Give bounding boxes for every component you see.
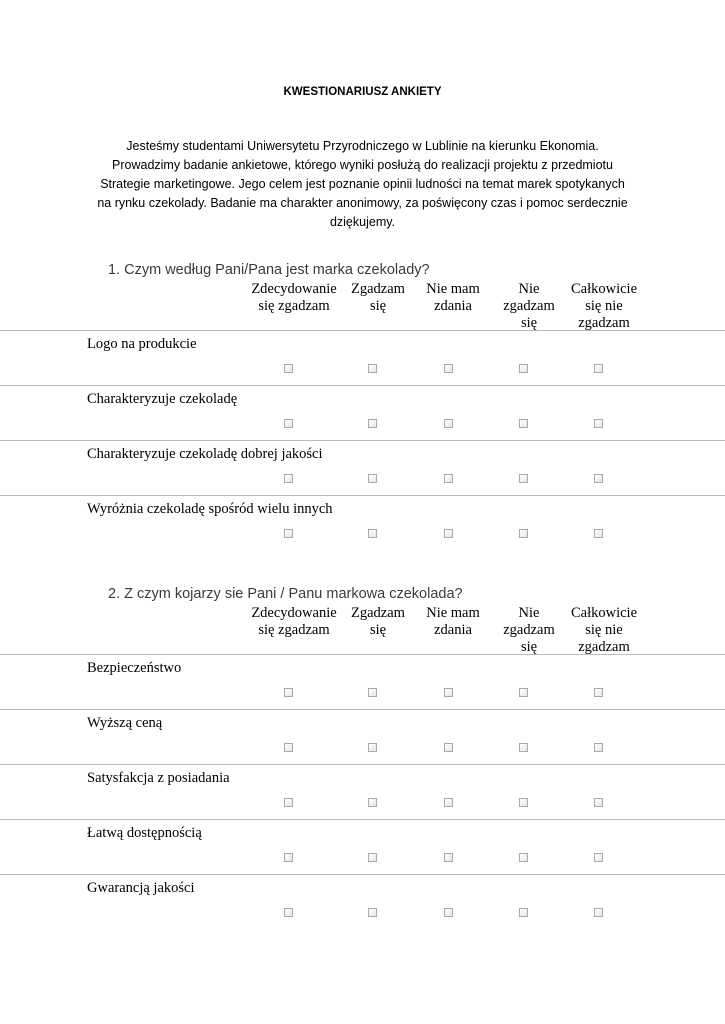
answer-row [0, 440, 725, 495]
scale-header-line: Zgadzam [351, 605, 405, 621]
answer-checkbox[interactable] [594, 474, 603, 483]
scale-header-line: Nie [518, 281, 540, 297]
intro-paragraph [80, 137, 645, 232]
answer-checkbox[interactable] [519, 419, 528, 428]
answer-checkbox[interactable] [519, 474, 528, 483]
row-label: Satysfakcja z posiadania [87, 770, 230, 786]
row-label: Łatwą dostępnością [87, 825, 202, 841]
answer-checkbox[interactable] [444, 743, 453, 752]
answer-checkbox[interactable] [444, 419, 453, 428]
scale-header-line: się [369, 298, 387, 314]
answer-checkbox[interactable] [444, 798, 453, 807]
answer-checkbox[interactable] [368, 529, 377, 538]
answer-checkbox[interactable] [368, 908, 377, 917]
scale-header-line: Całkowicie [570, 281, 638, 297]
answer-row [0, 385, 725, 440]
scale-header-line: się [520, 315, 538, 331]
scale-header-line: się nie [585, 622, 623, 638]
answer-checkbox[interactable] [594, 798, 603, 807]
scale-header-line: zgadzam [578, 639, 630, 655]
intro-line: Jesteśmy studentami Uniwersytetu Przyrodniczego w Lublinie na kierunku Ekonomia. [126, 139, 599, 153]
answer-checkbox[interactable] [594, 419, 603, 428]
row-label: Wyższą ceną [87, 715, 163, 731]
answer-checkbox[interactable] [368, 798, 377, 807]
scale-header-line: Nie mam [426, 605, 480, 621]
scale-header-line: się [369, 622, 387, 638]
answer-checkbox[interactable] [594, 688, 603, 697]
answer-row [0, 654, 725, 709]
scale-header-line: zgadzam [578, 315, 630, 331]
answer-checkbox[interactable] [444, 364, 453, 373]
row-label: Charakteryzuje czekoladę [87, 391, 238, 407]
scale-header-line: Zdecydowanie [251, 281, 337, 297]
scale-header-line: Zgadzam [351, 281, 405, 297]
answer-checkbox[interactable] [594, 743, 603, 752]
scale-header-line: zgadzam [503, 622, 555, 638]
answer-checkbox[interactable] [284, 853, 293, 862]
answer-row [0, 709, 725, 764]
row-label: Bezpieczeństwo [87, 660, 182, 676]
scale-header-line: się zgadzam [258, 622, 330, 638]
answer-rows [0, 654, 725, 929]
answer-row [0, 819, 725, 874]
answer-rows [0, 330, 725, 550]
answer-checkbox[interactable] [368, 688, 377, 697]
answer-checkbox[interactable] [368, 364, 377, 373]
question-heading: 2. Z czym kojarzy sie Pani / Panu markowa czekolada? [108, 586, 463, 602]
answer-checkbox[interactable] [368, 743, 377, 752]
scale-header-line: się [520, 639, 538, 655]
answer-checkbox[interactable] [368, 853, 377, 862]
answer-checkbox[interactable] [594, 364, 603, 373]
answer-checkbox[interactable] [368, 419, 377, 428]
scale-header-line: Nie mam [426, 281, 480, 297]
row-label: Logo na produkcie [87, 336, 197, 352]
scale-header-line: zdania [434, 622, 472, 638]
row-label: Gwarancją jakości [87, 880, 195, 896]
scale-header-line: zgadzam [503, 298, 555, 314]
answer-checkbox[interactable] [284, 419, 293, 428]
scale-header-line: Całkowicie [570, 605, 638, 621]
answer-checkbox[interactable] [284, 743, 293, 752]
answer-checkbox[interactable] [519, 908, 528, 917]
answer-row [0, 330, 725, 385]
answer-checkbox[interactable] [368, 474, 377, 483]
answer-checkbox[interactable] [444, 529, 453, 538]
answer-checkbox[interactable] [284, 474, 293, 483]
answer-checkbox[interactable] [444, 853, 453, 862]
answer-checkbox[interactable] [519, 364, 528, 373]
scale-column-header [554, 281, 654, 332]
scale-header-line: się nie [585, 298, 623, 314]
scale-header-line: Zdecydowanie [251, 605, 337, 621]
intro-line: na rynku czekolady. Badanie ma charakter anonimowy, za poświęcony czas i pomoc serdecznie [97, 196, 628, 210]
answer-checkbox[interactable] [444, 908, 453, 917]
row-label: Charakteryzuje czekoladę dobrej jakości [87, 446, 323, 462]
answer-checkbox[interactable] [284, 364, 293, 373]
answer-checkbox[interactable] [284, 529, 293, 538]
answer-checkbox[interactable] [519, 688, 528, 697]
row-label: Wyróżnia czekoladę spośród wielu innych [87, 501, 333, 517]
scale-header-line: się zgadzam [258, 298, 330, 314]
scale-header-line: Nie [518, 605, 540, 621]
answer-checkbox[interactable] [519, 529, 528, 538]
answer-checkbox[interactable] [519, 853, 528, 862]
answer-checkbox[interactable] [594, 853, 603, 862]
answer-checkbox[interactable] [284, 688, 293, 697]
scale-header-line: zdania [434, 298, 472, 314]
answer-checkbox[interactable] [284, 798, 293, 807]
answer-checkbox[interactable] [284, 908, 293, 917]
scale-column-header [554, 605, 654, 656]
answer-checkbox[interactable] [594, 529, 603, 538]
answer-row [0, 764, 725, 819]
answer-checkbox[interactable] [519, 798, 528, 807]
intro-line: Prowadzimy badanie ankietowe, którego wyniki posłużą do realizacji projektu z przedmiotu [112, 158, 613, 172]
question-heading: 1. Czym według Pani/Pana jest marka czekolady? [108, 262, 430, 278]
intro-line: dziękujemy. [329, 215, 396, 229]
answer-checkbox[interactable] [444, 688, 453, 697]
intro-line: Strategie marketingowe. Jego celem jest poznanie opinii ludności na temat marek spotykanych [100, 177, 625, 191]
answer-checkbox[interactable] [594, 908, 603, 917]
answer-checkbox[interactable] [519, 743, 528, 752]
answer-row [0, 495, 725, 550]
document-title: KWESTIONARIUSZ ANKIETY [283, 86, 442, 98]
answer-row [0, 874, 725, 929]
answer-checkbox[interactable] [444, 474, 453, 483]
